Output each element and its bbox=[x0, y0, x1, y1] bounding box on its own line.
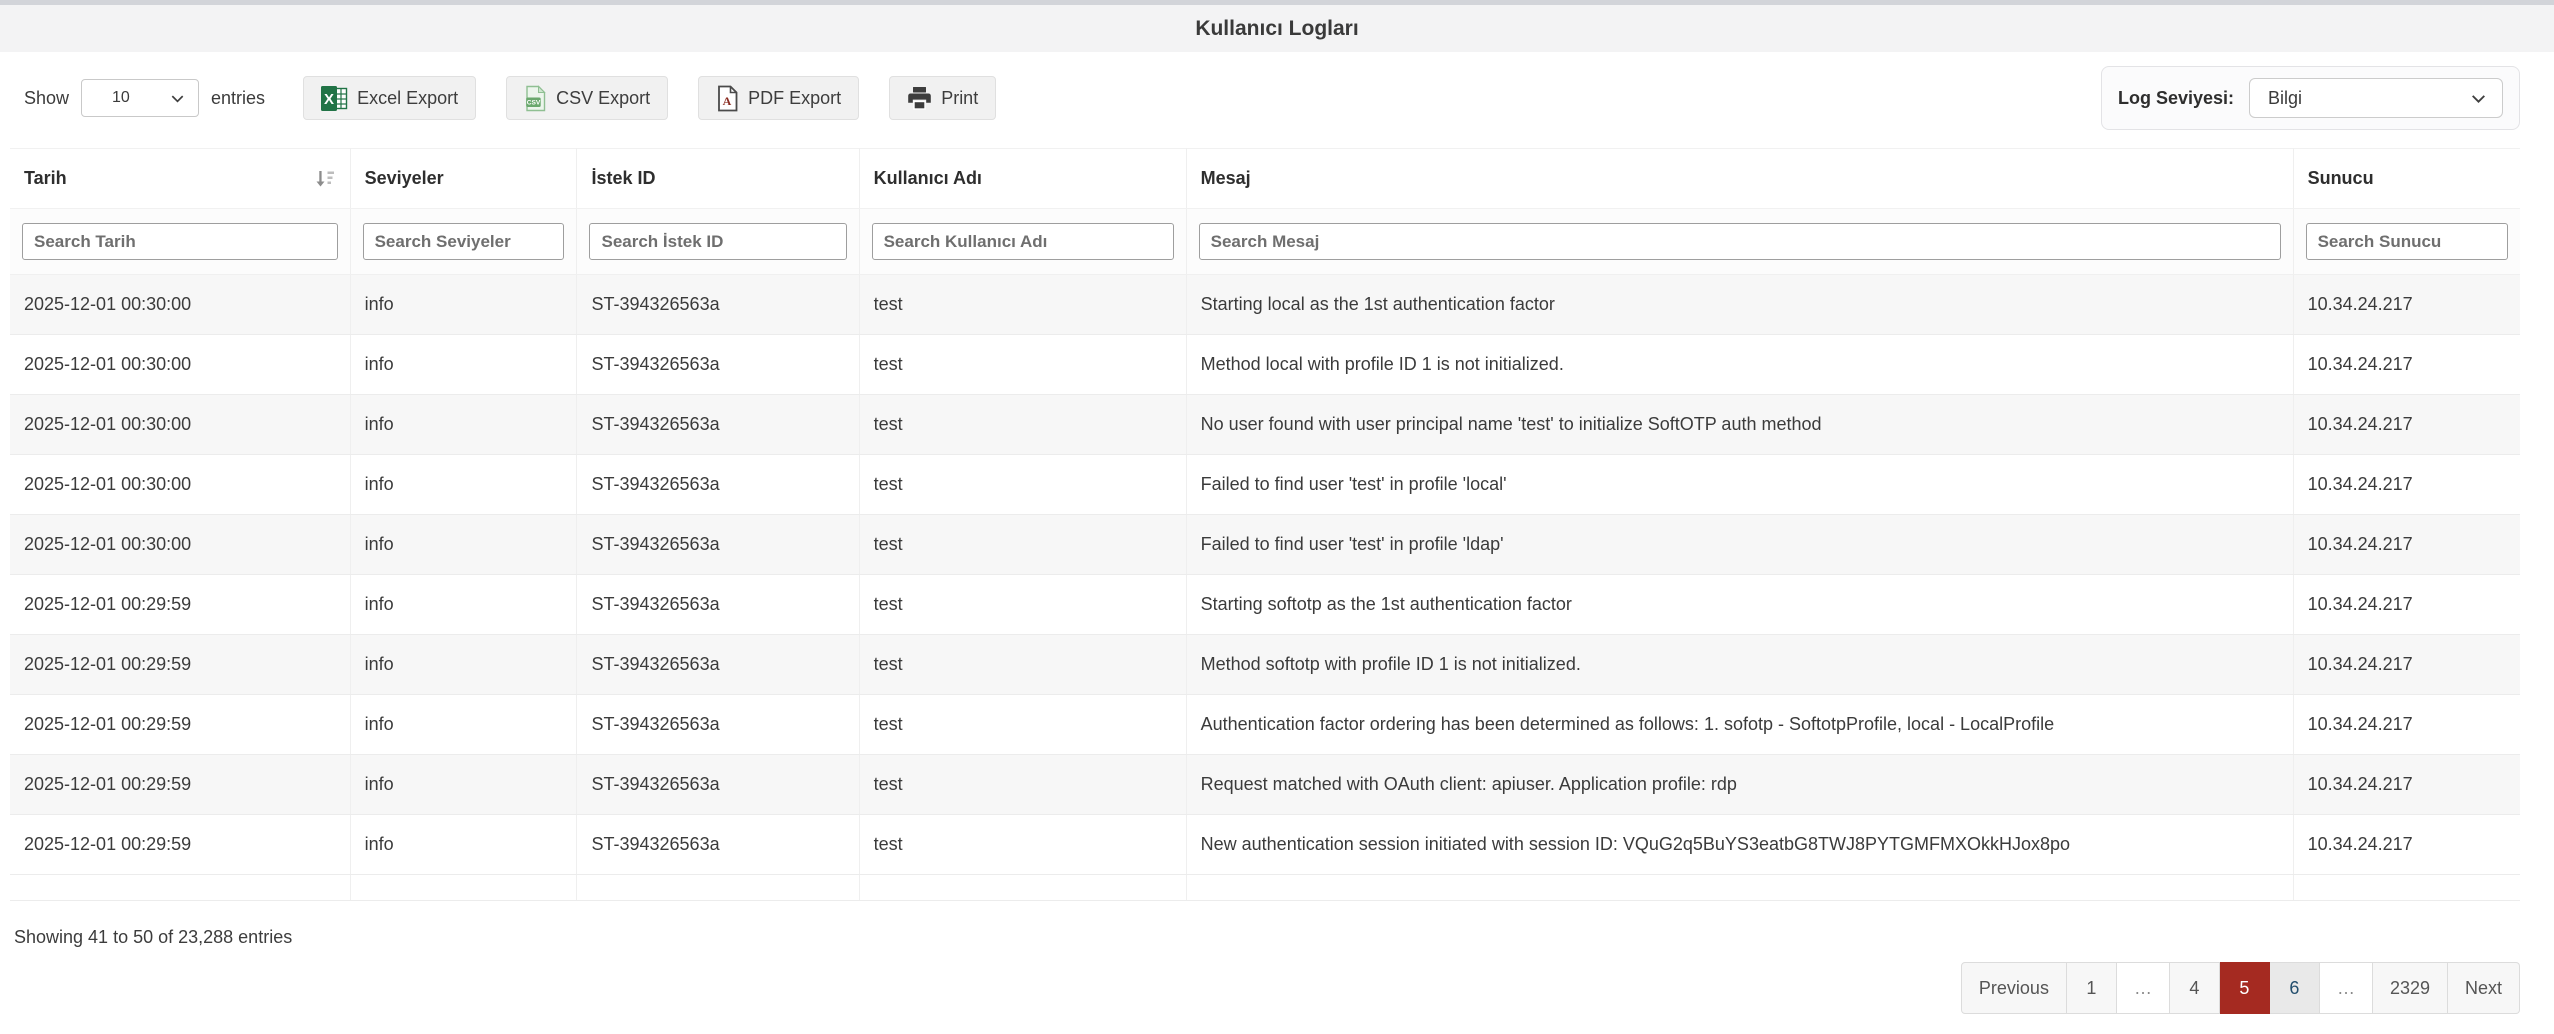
table-cell: Starting softotp as the 1st authentication factor bbox=[1186, 575, 2293, 635]
column-header-3[interactable] bbox=[577, 149, 859, 209]
log-level-value: Bilgi bbox=[2268, 87, 2303, 108]
table-cell: No user found with user principal name 'test' to initialize SoftOTP auth method bbox=[1186, 395, 2293, 455]
table-cell: Failed to find user 'test' in profile 'local' bbox=[1186, 455, 2293, 515]
table-cell: test bbox=[859, 515, 1186, 575]
empty-cell bbox=[859, 875, 1186, 901]
table-row[interactable] bbox=[10, 335, 2520, 395]
table-row[interactable] bbox=[10, 755, 2520, 815]
table-cell: ST-394326563a bbox=[577, 515, 859, 575]
logs-table bbox=[10, 148, 2520, 901]
table-cell: ST-394326563a bbox=[577, 815, 859, 875]
table-cell: 10.34.24.217 bbox=[2293, 455, 2520, 515]
table-cell: ST-394326563a bbox=[577, 275, 859, 335]
column-header-2[interactable] bbox=[350, 149, 577, 209]
csv-export-label: CSV Export bbox=[556, 87, 651, 108]
table-cell: test bbox=[859, 755, 1186, 815]
table-cell: ST-394326563a bbox=[577, 395, 859, 455]
table-cell: info bbox=[350, 515, 577, 575]
print-icon bbox=[907, 86, 932, 110]
empty-cell bbox=[1186, 875, 2293, 901]
table-cell: 10.34.24.217 bbox=[2293, 515, 2520, 575]
table-footer bbox=[14, 927, 2520, 1014]
search-input-5[interactable] bbox=[1199, 223, 2281, 260]
table-cell: test bbox=[859, 455, 1186, 515]
table-cell: 2025-12-01 00:29:59 bbox=[10, 815, 350, 875]
log-level-select[interactable] bbox=[2249, 78, 2503, 118]
table-header-row bbox=[10, 149, 2520, 209]
column-label: Sunucu bbox=[2307, 168, 2374, 188]
empty-cell bbox=[350, 875, 577, 901]
search-input-3[interactable] bbox=[589, 223, 846, 260]
table-row[interactable] bbox=[10, 815, 2520, 875]
filter-cell-3 bbox=[577, 209, 859, 275]
table-cell: New authentication session initiated with session ID: VQuG2q5BuYS3eatbG8TWJ8PYTGMFMXOkkHJox8po bbox=[1186, 815, 2293, 875]
table-cell: info bbox=[350, 455, 577, 515]
table-row[interactable] bbox=[10, 275, 2520, 335]
column-label: Kullanıcı Adı bbox=[873, 168, 982, 188]
table-cell: 2025-12-01 00:30:00 bbox=[10, 515, 350, 575]
table-row[interactable] bbox=[10, 695, 2520, 755]
print-label: Print bbox=[941, 87, 979, 108]
table-cell: 10.34.24.217 bbox=[2293, 635, 2520, 695]
table-row[interactable] bbox=[10, 575, 2520, 635]
table-cell: info bbox=[350, 635, 577, 695]
page-button-2329[interactable]: 2329 bbox=[2373, 962, 2448, 1014]
show-label: Show bbox=[24, 87, 70, 108]
table-cell: 2025-12-01 00:29:59 bbox=[10, 575, 350, 635]
page-button-5[interactable]: 5 bbox=[2220, 962, 2270, 1014]
log-level-group bbox=[2101, 66, 2520, 130]
pagination bbox=[14, 962, 2520, 1014]
table-cell: test bbox=[859, 335, 1186, 395]
table-cell: info bbox=[350, 575, 577, 635]
table-cell: 10.34.24.217 bbox=[2293, 275, 2520, 335]
table-cell: ST-394326563a bbox=[577, 695, 859, 755]
csv-icon bbox=[524, 85, 547, 112]
table-cell: 2025-12-01 00:29:59 bbox=[10, 755, 350, 815]
page-size-select[interactable] bbox=[81, 79, 199, 117]
table-cell: 10.34.24.217 bbox=[2293, 815, 2520, 875]
next-page-button[interactable]: Next bbox=[2448, 962, 2520, 1014]
column-label: İstek ID bbox=[591, 168, 656, 188]
svg-text:X: X bbox=[324, 90, 335, 108]
chevron-down-icon bbox=[2469, 89, 2488, 108]
table-cell: test bbox=[859, 395, 1186, 455]
filter-cell-6 bbox=[2293, 209, 2520, 275]
chevron-down-icon bbox=[169, 90, 186, 107]
filter-cell-2 bbox=[350, 209, 577, 275]
search-input-1[interactable] bbox=[22, 223, 338, 260]
table-cell: Failed to find user 'test' in profile 'ldap' bbox=[1186, 515, 2293, 575]
filter-cell-1 bbox=[10, 209, 350, 275]
table-cell: info bbox=[350, 695, 577, 755]
toolbar bbox=[24, 64, 2520, 132]
table-cell: ST-394326563a bbox=[577, 335, 859, 395]
pdf-export-button[interactable] bbox=[698, 76, 859, 120]
svg-text:CSV: CSV bbox=[526, 99, 541, 107]
pdf-icon bbox=[716, 85, 739, 112]
log-level-label: Log Seviyesi: bbox=[2117, 87, 2234, 108]
table-cell: 10.34.24.217 bbox=[2293, 335, 2520, 395]
table-cell: test bbox=[859, 815, 1186, 875]
search-input-2[interactable] bbox=[363, 223, 565, 260]
column-label: Tarih bbox=[24, 168, 67, 188]
print-button[interactable] bbox=[889, 76, 996, 120]
table-row[interactable] bbox=[10, 515, 2520, 575]
excel-icon bbox=[321, 86, 348, 111]
table-cell: Starting local as the 1st authentication factor bbox=[1186, 275, 2293, 335]
page-title: Kullanıcı Logları bbox=[1195, 16, 1359, 40]
table-cell: test bbox=[859, 635, 1186, 695]
table-cell: info bbox=[350, 815, 577, 875]
page-button-4[interactable]: 4 bbox=[2170, 962, 2220, 1014]
table-cell: Request matched with OAuth client: apiuser. Application profile: rdp bbox=[1186, 755, 2293, 815]
column-header-1[interactable] bbox=[10, 149, 350, 209]
svg-text:A: A bbox=[722, 93, 732, 108]
table-cell: Method local with profile ID 1 is not initialized. bbox=[1186, 335, 2293, 395]
table-cell: 10.34.24.217 bbox=[2293, 395, 2520, 455]
table-cell: ST-394326563a bbox=[577, 755, 859, 815]
table-cell: test bbox=[859, 575, 1186, 635]
pagination-ellipsis: … bbox=[2320, 962, 2373, 1014]
column-header-6[interactable] bbox=[2293, 149, 2520, 209]
table-cell: info bbox=[350, 275, 577, 335]
table-cell: 2025-12-01 00:29:59 bbox=[10, 695, 350, 755]
table-cell: 2025-12-01 00:30:00 bbox=[10, 455, 350, 515]
table-row[interactable] bbox=[10, 455, 2520, 515]
table-cell: info bbox=[350, 755, 577, 815]
excel-export-button[interactable] bbox=[303, 76, 476, 120]
empty-cell bbox=[10, 875, 350, 901]
table-cell: 2025-12-01 00:30:00 bbox=[10, 335, 350, 395]
table-row[interactable] bbox=[10, 635, 2520, 695]
column-label: Mesaj bbox=[1200, 168, 1251, 188]
table-cell: test bbox=[859, 275, 1186, 335]
filter-cell-5 bbox=[1186, 209, 2293, 275]
page-button-1[interactable]: 1 bbox=[2067, 962, 2117, 1014]
table-cell: info bbox=[350, 335, 577, 395]
table-cell: test bbox=[859, 695, 1186, 755]
table-cell: ST-394326563a bbox=[577, 455, 859, 515]
page-header bbox=[0, 5, 2554, 52]
empty-cell bbox=[577, 875, 859, 901]
search-input-6[interactable] bbox=[2306, 223, 2508, 260]
page-button-6[interactable]: 6 bbox=[2270, 962, 2320, 1014]
entries-label: entries bbox=[211, 87, 266, 108]
table-cell: info bbox=[350, 395, 577, 455]
table-cell: 2025-12-01 00:29:59 bbox=[10, 635, 350, 695]
entries-summary: Showing 41 to 50 of 23,288 entries bbox=[14, 927, 293, 947]
table-cell: Method softotp with profile ID 1 is not initialized. bbox=[1186, 635, 2293, 695]
search-input-4[interactable] bbox=[872, 223, 1174, 260]
table-row[interactable] bbox=[10, 395, 2520, 455]
table-cell: 2025-12-01 00:30:00 bbox=[10, 275, 350, 335]
table-cell: ST-394326563a bbox=[577, 575, 859, 635]
empty-cell bbox=[2293, 875, 2520, 901]
table-cell: 10.34.24.217 bbox=[2293, 755, 2520, 815]
table-cell: 10.34.24.217 bbox=[2293, 575, 2520, 635]
csv-export-button[interactable] bbox=[506, 76, 668, 120]
pagination-ellipsis: … bbox=[2117, 962, 2170, 1014]
previous-page-button[interactable]: Previous bbox=[1961, 962, 2067, 1014]
empty-table-row bbox=[10, 875, 2520, 901]
table-cell: 10.34.24.217 bbox=[2293, 695, 2520, 755]
column-header-5[interactable] bbox=[1186, 149, 2293, 209]
table-cell: ST-394326563a bbox=[577, 635, 859, 695]
column-header-4[interactable] bbox=[859, 149, 1186, 209]
pdf-export-label: PDF Export bbox=[748, 87, 842, 108]
sort-amount-down-icon[interactable] bbox=[313, 168, 336, 190]
table-cell: Authentication factor ordering has been determined as follows: 1. sofotp - SoftotpProfile, local - LocalProfile bbox=[1186, 695, 2293, 755]
column-label: Seviyeler bbox=[364, 168, 444, 188]
excel-export-label: Excel Export bbox=[357, 87, 459, 108]
page-size-value: 10 bbox=[112, 89, 130, 106]
table-cell: 2025-12-01 00:30:00 bbox=[10, 395, 350, 455]
filter-cell-4 bbox=[859, 209, 1186, 275]
table-filter-row bbox=[10, 209, 2520, 275]
